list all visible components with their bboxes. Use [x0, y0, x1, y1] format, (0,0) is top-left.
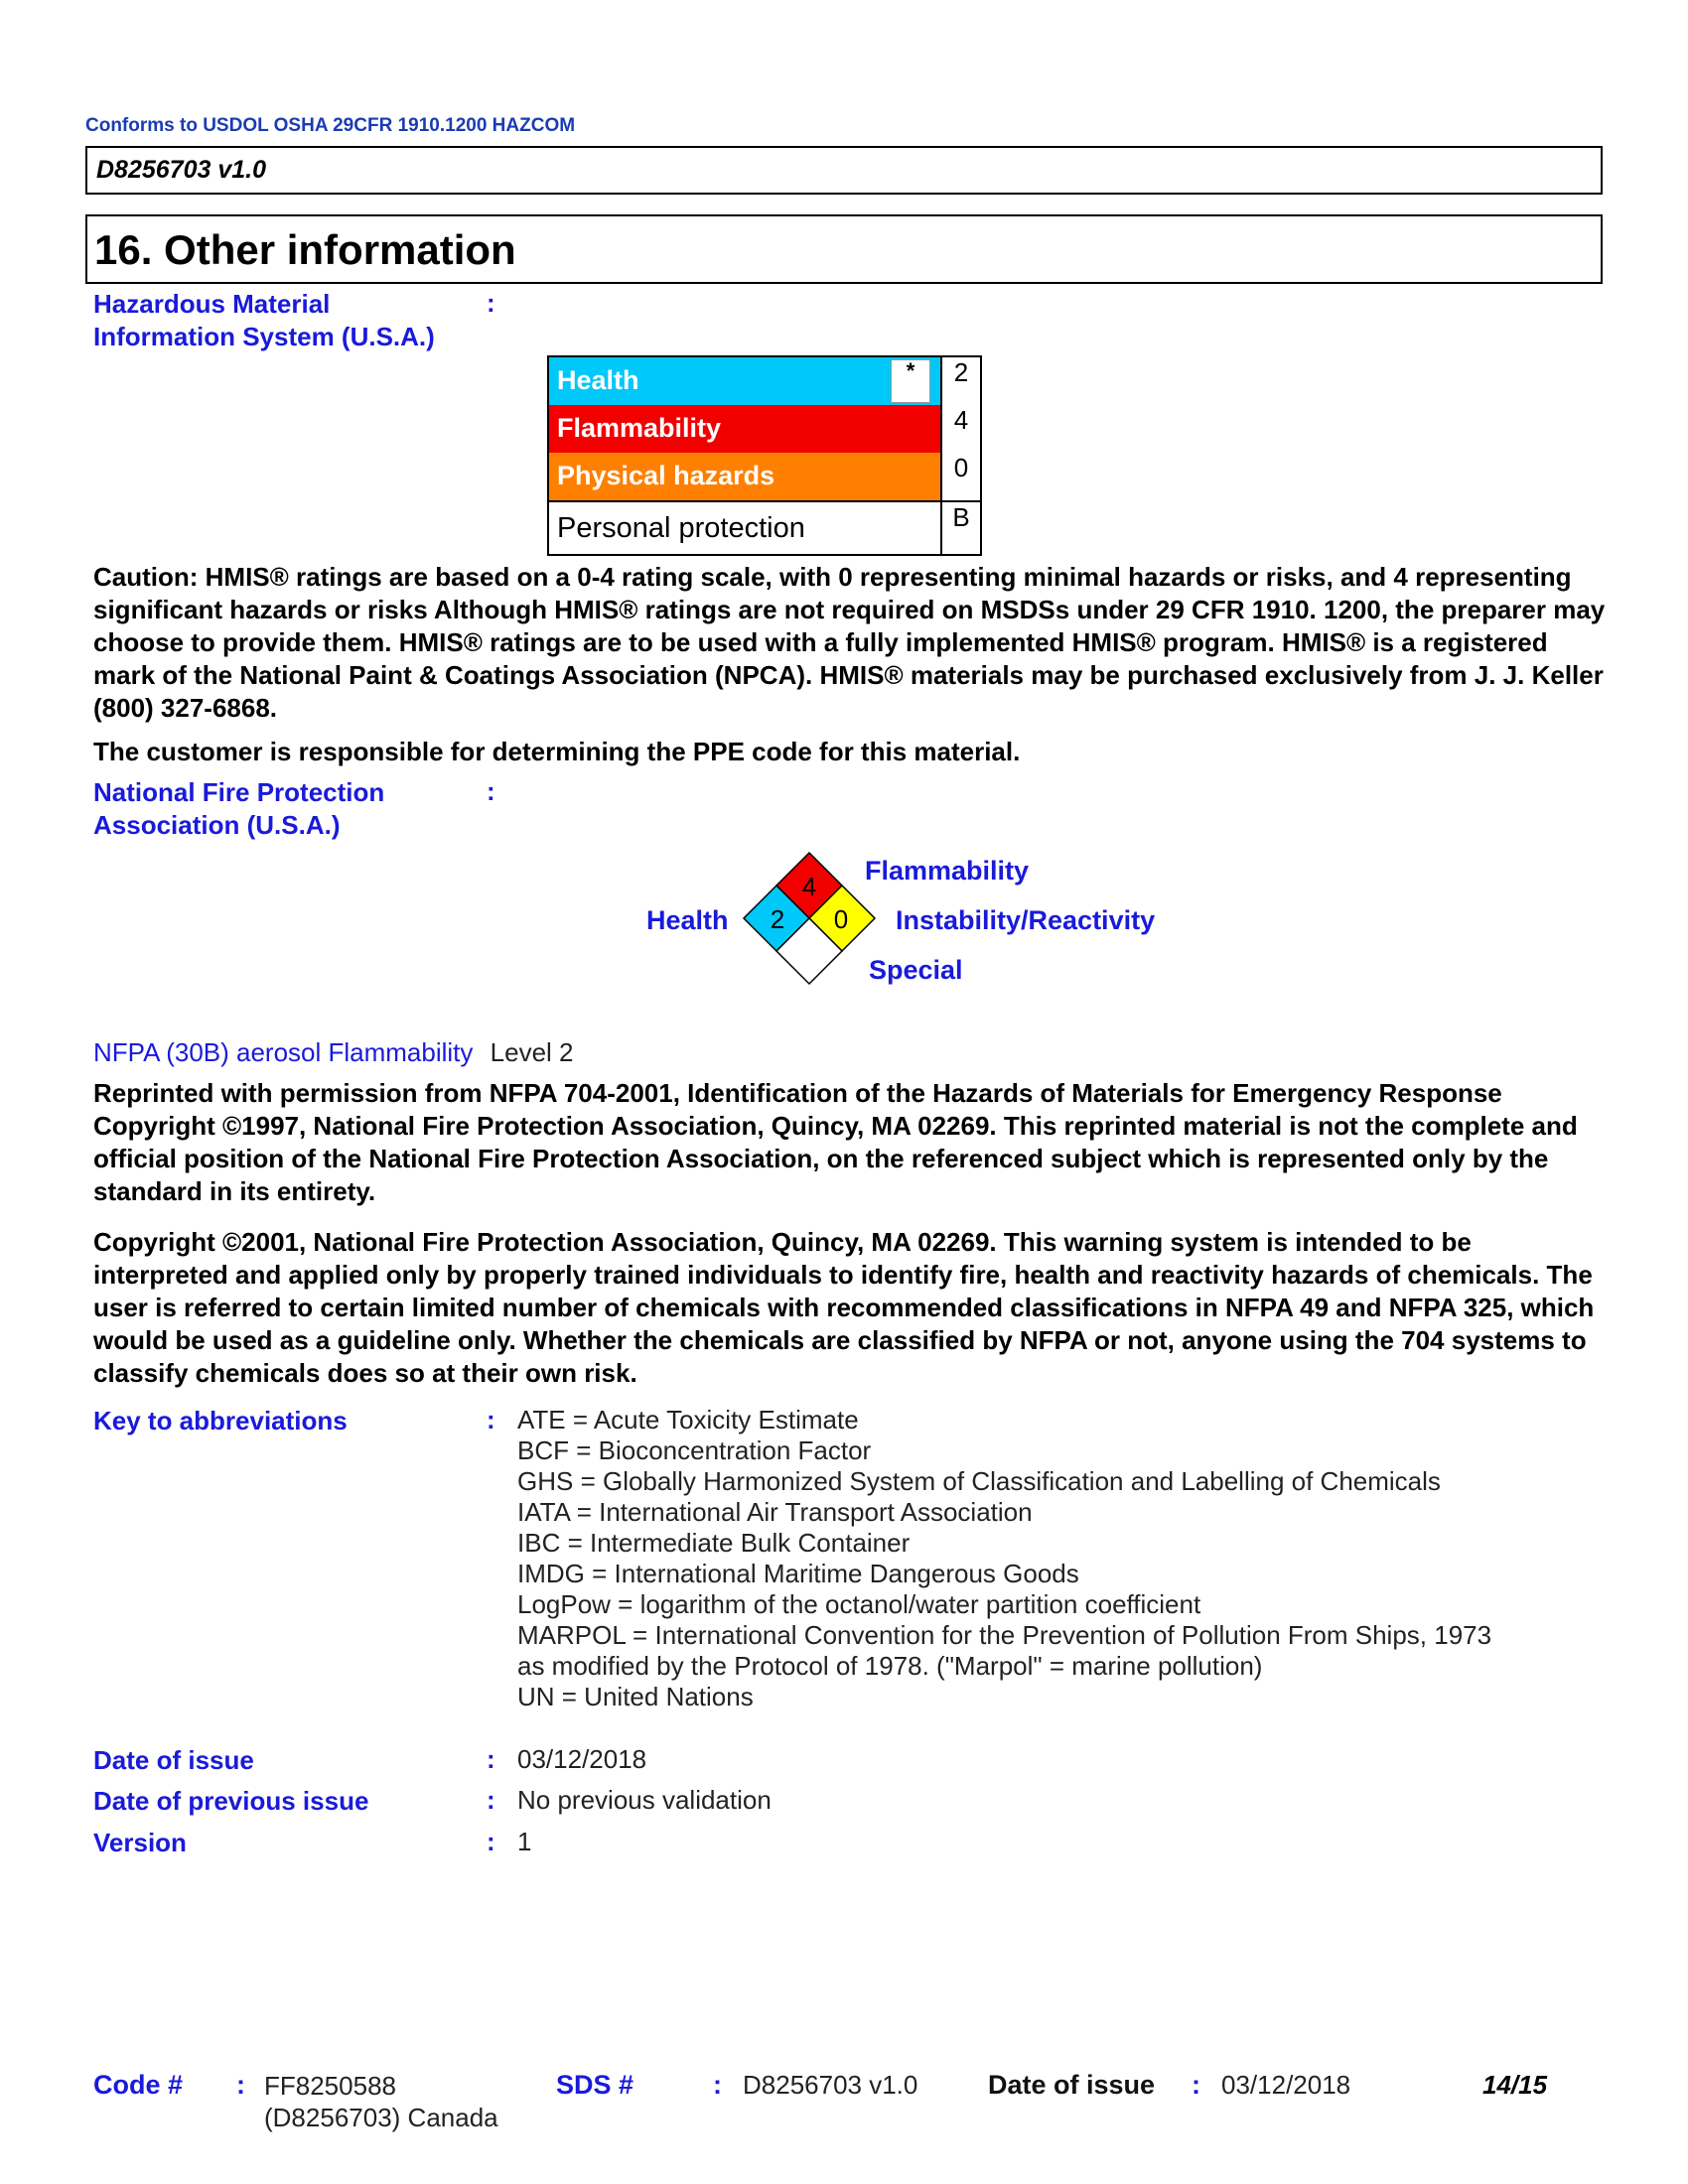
ppe-note: The customer is responsible for determining the PPE code for this material.: [93, 737, 1021, 766]
previous-issue-value: No previous validation: [517, 1785, 772, 1815]
document-id: D8256703 v1.0: [96, 156, 266, 184]
abbreviation-item: LogPow = logarithm of the octanol/water partition coefficient: [517, 1589, 1201, 1619]
date-of-issue-label: Date of issue: [93, 1745, 254, 1775]
hmis-label: [93, 288, 435, 353]
nfpa-instability-value: 0: [833, 904, 849, 934]
hmis-caution-text: Caution: HMIS® ratings are based on a 0-4 rating scale, with 0 representing minimal hazards or risks, and 4 representing significant hazards or risks Although HMIS® ratings are not required on MSDSs under 29 CFR 1910. 1200, the preparer may choose to provide them. HMIS® ratings are to be used with a fully implemented HMIS® program. HMIS® is a registered mark of the National Paint & Coatings Association (NPCA). HMIS® materials may be purchased exclusively from J. J. Keller (800) 327-6868.: [93, 562, 1606, 723]
hmis-rating-table: [547, 355, 982, 556]
document-id-box: [85, 146, 1603, 195]
abbreviation-item: MARPOL = International Convention for the Prevention of Pollution From Ships, 1973: [517, 1620, 1492, 1650]
hmis-row-ppe: [549, 500, 980, 554]
footer-sds-colon: :: [713, 2070, 722, 2100]
footer-code-colon: :: [236, 2070, 245, 2100]
abbreviations-label: Key to abbreviations: [93, 1406, 348, 1435]
nfpa-label: [93, 776, 384, 842]
abbreviations-list: [517, 1405, 1491, 1712]
nfpa-flammability-value: 4: [801, 872, 817, 901]
date-of-issue-value: 03/12/2018: [517, 1744, 647, 1774]
abbreviations-colon: :: [487, 1405, 495, 1434]
section-title: 16. Other information: [94, 226, 516, 273]
version-colon: :: [487, 1827, 495, 1856]
hmis-colon: :: [487, 288, 495, 318]
abbreviation-item: IBC = Intermediate Bulk Container: [517, 1528, 911, 1558]
hmis-chronic-marker: *: [891, 359, 930, 403]
abbreviation-item: as modified by the Protocol of 1978. ("Marpol" = marine pollution): [517, 1651, 1263, 1681]
nfpa-health-label: Health: [646, 905, 729, 935]
nfpa-health-value: 2: [770, 904, 785, 934]
nfpa-label-line1: National Fire Protection: [93, 777, 385, 807]
hmis-label-line2: Information System (U.S.A.): [93, 322, 435, 351]
hmis-row-flammability: [549, 405, 980, 453]
hmis-health-value: 2: [940, 357, 980, 405]
footer-date-value: 03/12/2018: [1221, 2070, 1351, 2100]
nfpa-label-line2: Association (U.S.A.): [93, 810, 341, 840]
footer-sds-label: SDS #: [556, 2070, 634, 2100]
abbreviation-item: ATE = Acute Toxicity Estimate: [517, 1405, 859, 1434]
hmis-health-label: Health: [549, 357, 940, 405]
footer-code-label: Code #: [93, 2070, 184, 2100]
version-label: Version: [93, 1828, 187, 1857]
nfpa-aerosol-value: Level 2: [490, 1037, 574, 1067]
version-value: 1: [517, 1827, 532, 1856]
nfpa-instability-label: Instability/Reactivity: [896, 905, 1156, 935]
abbreviation-item: IATA = International Air Transport Association: [517, 1497, 1033, 1527]
footer-sds-value: D8256703 v1.0: [743, 2070, 918, 2100]
hmis-flammability-label: Flammability: [549, 405, 940, 453]
abbreviation-item: IMDG = International Maritime Dangerous Goods: [517, 1559, 1079, 1588]
abbreviation-item: UN = United Nations: [517, 1682, 754, 1711]
footer-code-line2: (D8256703) Canada: [264, 2103, 498, 2132]
nfpa-colon: :: [487, 776, 495, 806]
footer-date-colon: :: [1192, 2070, 1200, 2100]
previous-issue-label: Date of previous issue: [93, 1786, 369, 1816]
hmis-ppe-label: Personal protection: [549, 502, 940, 554]
hmis-ppe-value: B: [940, 502, 980, 554]
nfpa-aerosol-label: NFPA (30B) aerosol Flammability: [93, 1037, 474, 1067]
hmis-physical-label: Physical hazards: [549, 453, 940, 500]
nfpa-reprint-text: Reprinted with permission from NFPA 704-2001, Identification of the Hazards of Materials for Emergency Response Copyright ©1997, National Fire Protection Association, Quincy, MA 02269. This reprinted material is not the complete and official position of the National Fire Protection Association, on the referenced subject which is represented only by the standard in its entirety.: [93, 1078, 1578, 1206]
hmis-row-health: [549, 357, 980, 405]
page-number: 14/15: [1482, 2070, 1548, 2100]
section-title-box: [85, 214, 1603, 284]
footer-code-line1: FF8250588: [264, 2071, 396, 2101]
hmis-row-physical: [549, 453, 980, 500]
nfpa-diamond: [740, 849, 879, 988]
footer-date-label: Date of issue: [988, 2070, 1156, 2100]
previous-issue-colon: :: [487, 1785, 495, 1815]
nfpa-special-label: Special: [869, 955, 963, 985]
hmis-label-line1: Hazardous Material: [93, 289, 331, 319]
abbreviation-item: BCF = Bioconcentration Factor: [517, 1435, 872, 1465]
nfpa-copyright-text: Copyright ©2001, National Fire Protection Association, Quincy, MA 02269. This warning system is intended to be interpreted and applied only by properly trained individuals to identify fire, health and reactivity hazards of chemicals. The user is referred to certain limited number of chemicals with recommended classifications in NFPA 49 and NFPA 325, which would be used as a guideline only. Whether the chemicals are classified by NFPA or not, anyone using the 704 systems to classify chemicals does so at their own risk.: [93, 1227, 1595, 1388]
abbreviation-item: GHS = Globally Harmonized System of Classification and Labelling of Chemicals: [517, 1466, 1441, 1496]
hmis-flammability-value: 4: [940, 405, 980, 453]
footer-code-value: [264, 2070, 498, 2133]
nfpa-flammability-label: Flammability: [865, 856, 1030, 886]
conforms-statement: Conforms to USDOL OSHA 29CFR 1910.1200 HAZCOM: [85, 115, 576, 136]
nfpa-aerosol-row: [93, 1037, 574, 1068]
hmis-physical-value: 0: [940, 453, 980, 500]
date-of-issue-colon: :: [487, 1744, 495, 1774]
